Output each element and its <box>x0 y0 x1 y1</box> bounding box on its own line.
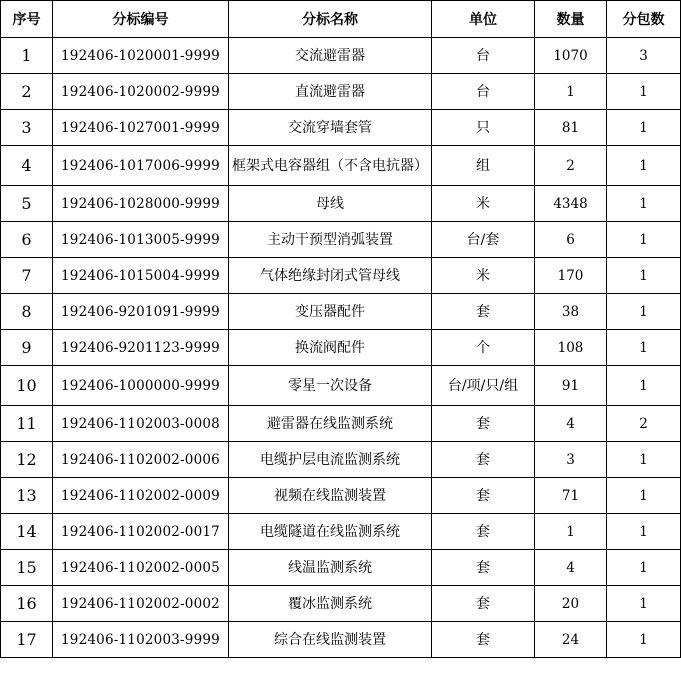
cell-unit: 套 <box>432 406 535 442</box>
cell-code: 192406-1013005-9999 <box>53 222 229 258</box>
cell-qty: 6 <box>535 222 607 258</box>
table-row <box>1 478 681 514</box>
cell-qty: 4 <box>535 550 607 586</box>
cell-code: 192406-1102002-0002 <box>53 586 229 622</box>
table-row <box>1 586 681 622</box>
cell-qty: 1 <box>535 514 607 550</box>
table-row <box>1 366 681 406</box>
cell-name: 避雷器在线监测系统 <box>229 406 432 442</box>
cell-code: 192406-1102002-0017 <box>53 514 229 550</box>
cell-no: 13 <box>1 478 53 514</box>
cell-unit: 组 <box>432 146 535 186</box>
cell-pkg: 1 <box>607 550 681 586</box>
cell-code: 192406-1102002-0009 <box>53 478 229 514</box>
cell-pkg: 1 <box>607 330 681 366</box>
cell-name: 换流阀配件 <box>229 330 432 366</box>
cell-unit: 台 <box>432 38 535 74</box>
cell-code: 192406-1102002-0006 <box>53 442 229 478</box>
cell-name: 母线 <box>229 186 432 222</box>
cell-code: 192406-1102002-0005 <box>53 550 229 586</box>
cell-unit: 台/套 <box>432 222 535 258</box>
cell-name: 电缆护层电流监测系统 <box>229 442 432 478</box>
cell-no: 5 <box>1 186 53 222</box>
cell-pkg: 1 <box>607 222 681 258</box>
cell-qty: 71 <box>535 478 607 514</box>
cell-pkg: 1 <box>607 146 681 186</box>
cell-pkg: 1 <box>607 442 681 478</box>
cell-no: 7 <box>1 258 53 294</box>
cell-no: 3 <box>1 110 53 146</box>
cell-pkg: 1 <box>607 258 681 294</box>
cell-pkg: 1 <box>607 74 681 110</box>
cell-name: 气体绝缘封闭式管母线 <box>229 258 432 294</box>
cell-pkg: 1 <box>607 366 681 406</box>
cell-pkg: 1 <box>607 586 681 622</box>
cell-no: 1 <box>1 38 53 74</box>
header-name: 分标名称 <box>229 1 432 38</box>
cell-pkg: 2 <box>607 406 681 442</box>
cell-unit: 套 <box>432 550 535 586</box>
table-row <box>1 74 681 110</box>
cell-qty: 24 <box>535 622 607 658</box>
cell-code: 192406-1000000-9999 <box>53 366 229 406</box>
cell-no: 10 <box>1 366 53 406</box>
cell-qty: 3 <box>535 442 607 478</box>
cell-no: 17 <box>1 622 53 658</box>
cell-no: 9 <box>1 330 53 366</box>
cell-qty: 81 <box>535 110 607 146</box>
cell-pkg: 1 <box>607 514 681 550</box>
cell-name: 线温监测系统 <box>229 550 432 586</box>
cell-name: 交流避雷器 <box>229 38 432 74</box>
table-row <box>1 330 681 366</box>
cell-unit: 套 <box>432 586 535 622</box>
cell-code: 192406-1027001-9999 <box>53 110 229 146</box>
cell-qty: 38 <box>535 294 607 330</box>
cell-no: 15 <box>1 550 53 586</box>
cell-no: 12 <box>1 442 53 478</box>
cell-name: 综合在线监测装置 <box>229 622 432 658</box>
cell-qty: 170 <box>535 258 607 294</box>
cell-unit: 只 <box>432 110 535 146</box>
cell-qty: 108 <box>535 330 607 366</box>
cell-name: 电缆隧道在线监测系统 <box>229 514 432 550</box>
table-body <box>1 38 681 658</box>
cell-code: 192406-1102003-9999 <box>53 622 229 658</box>
cell-qty: 1070 <box>535 38 607 74</box>
table-row <box>1 146 681 186</box>
table-row <box>1 38 681 74</box>
cell-pkg: 1 <box>607 110 681 146</box>
cell-no: 11 <box>1 406 53 442</box>
cell-no: 6 <box>1 222 53 258</box>
cell-qty: 2 <box>535 146 607 186</box>
header-row <box>1 1 681 38</box>
header-no: 序号 <box>1 1 53 38</box>
table-row <box>1 406 681 442</box>
cell-pkg: 1 <box>607 622 681 658</box>
cell-qty: 1 <box>535 74 607 110</box>
cell-unit: 套 <box>432 478 535 514</box>
table-header <box>1 1 681 38</box>
cell-name: 视频在线监测装置 <box>229 478 432 514</box>
cell-code: 192406-1020001-9999 <box>53 38 229 74</box>
cell-unit: 台 <box>432 74 535 110</box>
cell-name: 覆冰监测系统 <box>229 586 432 622</box>
cell-pkg: 1 <box>607 186 681 222</box>
cell-code: 192406-9201091-9999 <box>53 294 229 330</box>
table-row <box>1 442 681 478</box>
cell-unit: 台/项/只/组 <box>432 366 535 406</box>
cell-code: 192406-1017006-9999 <box>53 146 229 186</box>
cell-code: 192406-1015004-9999 <box>53 258 229 294</box>
header-unit: 单位 <box>432 1 535 38</box>
table-row <box>1 110 681 146</box>
table-row <box>1 514 681 550</box>
cell-unit: 套 <box>432 442 535 478</box>
cell-name: 框架式电容器组（不含电抗器） <box>229 146 432 186</box>
cell-code: 192406-9201123-9999 <box>53 330 229 366</box>
header-code: 分标编号 <box>53 1 229 38</box>
table-row <box>1 222 681 258</box>
cell-qty: 4348 <box>535 186 607 222</box>
cell-name: 直流避雷器 <box>229 74 432 110</box>
cell-pkg: 1 <box>607 294 681 330</box>
cell-pkg: 3 <box>607 38 681 74</box>
table-row <box>1 294 681 330</box>
cell-name: 交流穿墙套管 <box>229 110 432 146</box>
cell-no: 14 <box>1 514 53 550</box>
cell-unit: 个 <box>432 330 535 366</box>
cell-name: 零星一次设备 <box>229 366 432 406</box>
header-pkg: 分包数 <box>607 1 681 38</box>
cell-code: 192406-1102003-0008 <box>53 406 229 442</box>
cell-unit: 米 <box>432 258 535 294</box>
cell-pkg: 1 <box>607 478 681 514</box>
cell-qty: 4 <box>535 406 607 442</box>
cell-no: 2 <box>1 74 53 110</box>
table-row <box>1 550 681 586</box>
header-qty: 数量 <box>535 1 607 38</box>
cell-name: 变压器配件 <box>229 294 432 330</box>
cell-unit: 套 <box>432 294 535 330</box>
cell-qty: 91 <box>535 366 607 406</box>
cell-unit: 套 <box>432 622 535 658</box>
table-row <box>1 622 681 658</box>
cell-code: 192406-1020002-9999 <box>53 74 229 110</box>
cell-name: 主动干预型消弧装置 <box>229 222 432 258</box>
table-row <box>1 186 681 222</box>
cell-no: 8 <box>1 294 53 330</box>
cell-unit: 米 <box>432 186 535 222</box>
cell-no: 16 <box>1 586 53 622</box>
table-row <box>1 258 681 294</box>
cell-no: 4 <box>1 146 53 186</box>
cell-qty: 20 <box>535 586 607 622</box>
cell-unit: 套 <box>432 514 535 550</box>
cell-code: 192406-1028000-9999 <box>53 186 229 222</box>
